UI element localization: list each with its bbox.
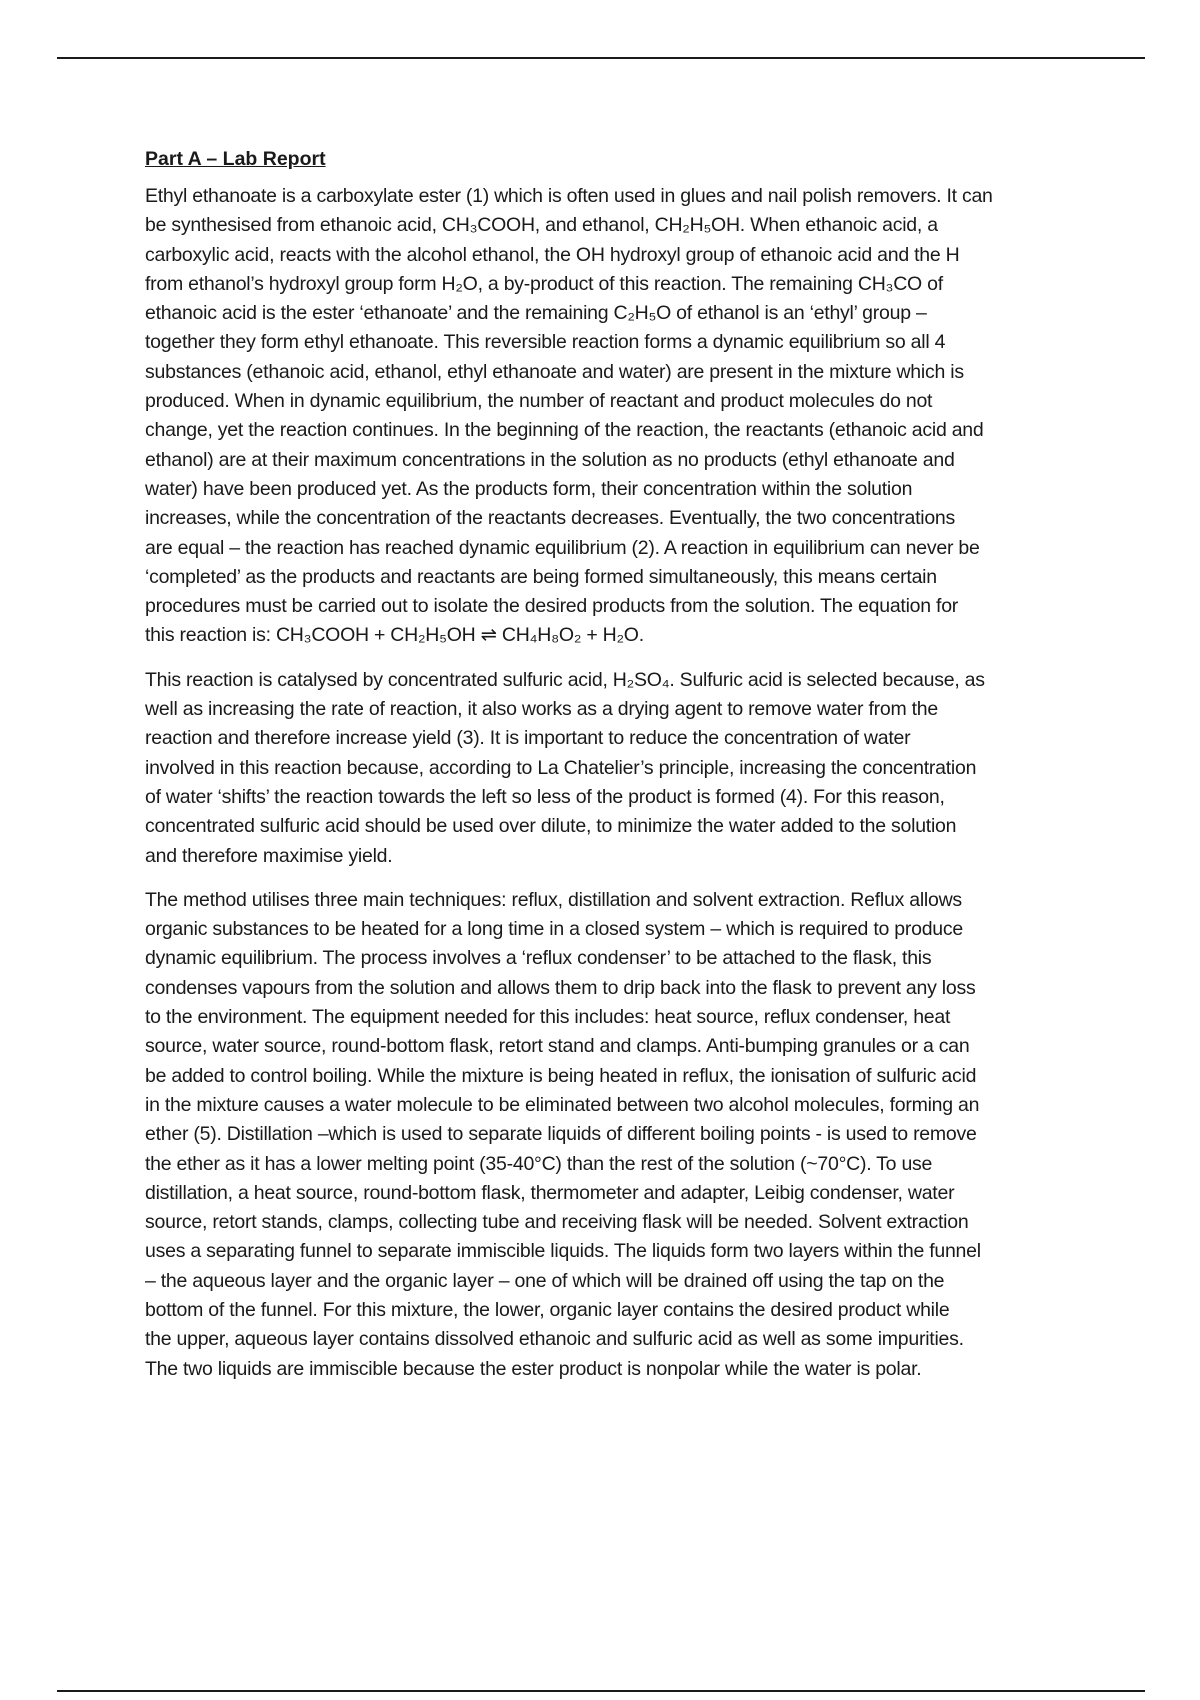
text-line: involved in this reaction because, according to La Chatelier’s principle, increasing the concentration [145,756,977,779]
bottom-rule [57,1690,1145,1692]
text-line: The method utilises three main techniques: reflux, distillation and solvent extraction. Reflux allows [145,888,962,911]
text-line: – the aqueous layer and the organic layer – one of which will be drained off using the tap on the [145,1269,945,1292]
text-line: source, water source, round-bottom flask, retort stand and clamps. Anti-bumping granules or a can [145,1035,970,1058]
text-line: uses a separating funnel to separate immiscible liquids. The liquids form two layers within the funnel [145,1240,981,1263]
top-rule [57,57,1145,59]
text-line: procedures must be carried out to isolate the desired products from the solution. The equation for [145,595,959,618]
text-line: the upper, aqueous layer contains dissolved ethanoic and sulfuric acid as well as some impurities. [145,1328,964,1351]
text-line: this reaction is: CH₃COOH + CH₂H₅OH ⇌ CH₄H₈O₂ + H₂O. [145,624,644,647]
text-line: ether (5). Distillation –which is used to separate liquids of different boiling points - is used to remove [145,1123,977,1146]
text-line: dynamic equilibrium. The process involves a ‘reflux condenser’ to be attached to the flask, this [145,947,932,970]
text-line: ‘completed’ as the products and reactants are being formed simultaneously, this means certain [145,565,937,588]
text-line: reaction and therefore increase yield (3). It is important to reduce the concentration of water [145,727,911,750]
text-line: This reaction is catalysed by concentrated sulfuric acid, H₂SO₄. Sulfuric acid is selected because, as [145,668,985,691]
text-line: Ethyl ethanoate is a carboxylate ester (1) which is often used in glues and nail polish removers. It can [145,185,993,207]
text-line: of water ‘shifts’ the reaction towards the left so less of the product is formed (4). For this reason, [145,785,945,808]
text-line: increases, while the concentration of the reactants decreases. Eventually, the two concentrations [145,507,956,530]
text-line: in the mixture causes a water molecule to be eliminated between two alcohol molecules, forming an [145,1093,980,1116]
text-line: water) have been produced yet. As the products form, their concentration within the solution [145,477,913,500]
text-line: source, retort stands, clamps, collecting tube and receiving flask will be needed. Solvent extraction [145,1211,969,1234]
text-line: substances (ethanoic acid, ethanol, ethyl ethanoate and water) are present in the mixture which is [145,360,964,383]
text-line: well as increasing the rate of reaction, it also works as a drying agent to remove water from the [145,698,938,721]
text-line: are equal – the reaction has reached dynamic equilibrium (2). A reaction in equilibrium can never be [145,536,980,559]
text-line: the ether as it has a lower melting point (35-40°C) than the rest of the solution (~70°C). To use [145,1152,933,1175]
text-line: condenses vapours from the solution and allows them to drip back into the flask to prevent any loss [145,976,976,999]
text-line: carboxylic acid, reacts with the alcohol ethanol, the OH hydroxyl group of ethanoic acid and the H [145,243,960,266]
text-line: together they form ethyl ethanoate. This reversible reaction forms a dynamic equilibrium so all 4 [145,331,946,354]
text-line: change, yet the reaction continues. In the beginning of the reaction, the reactants (ethanoic acid and [145,419,984,442]
text-line: produced. When in dynamic equilibrium, the number of reactant and product molecules do not [145,390,933,413]
paragraph-3 [145,886,1065,1384]
text-line: ethanoic acid is the ester ‘ethanoate’ and the remaining C₂H₅O of ethanol is an ‘ethyl’ group – [145,302,927,325]
text-line: be added to control boiling. While the mixture is being heated in reflux, the ionisation of sulfuric acid [145,1064,977,1087]
text-line: concentrated sulfuric acid should be used over dilute, to minimize the water added to the solution [145,815,957,838]
section-heading: Part A – Lab Report [145,148,326,170]
text-line: be synthesised from ethanoic acid, CH₃COOH, and ethanol, CH₂H₅OH. When ethanoic acid, a [145,214,938,237]
text-line: and therefore maximise yield. [145,844,393,867]
text-line: from ethanol’s hydroxyl group form H₂O, a by-product of this reaction. The remaining CH₃CO of [145,272,943,295]
text-line: to the environment. The equipment needed for this includes: heat source, reflux condenser, heat [145,1006,951,1029]
text-line: The two liquids are immiscible because the ester product is nonpolar while the water is polar. [145,1357,922,1380]
text-line: ethanol) are at their maximum concentrations in the solution as no products (ethyl ethanoate and [145,448,955,471]
text-line: organic substances to be heated for a long time in a closed system – which is required to produce [145,918,963,941]
paragraph-2 [145,666,1065,871]
paragraph-1 [145,182,1065,651]
text-line: distillation, a heat source, round-bottom flask, thermometer and adapter, Leibig condenser, water [145,1181,955,1204]
text-line: bottom of the funnel. For this mixture, the lower, organic layer contains the desired product while [145,1298,950,1321]
document-body [145,142,1065,1399]
